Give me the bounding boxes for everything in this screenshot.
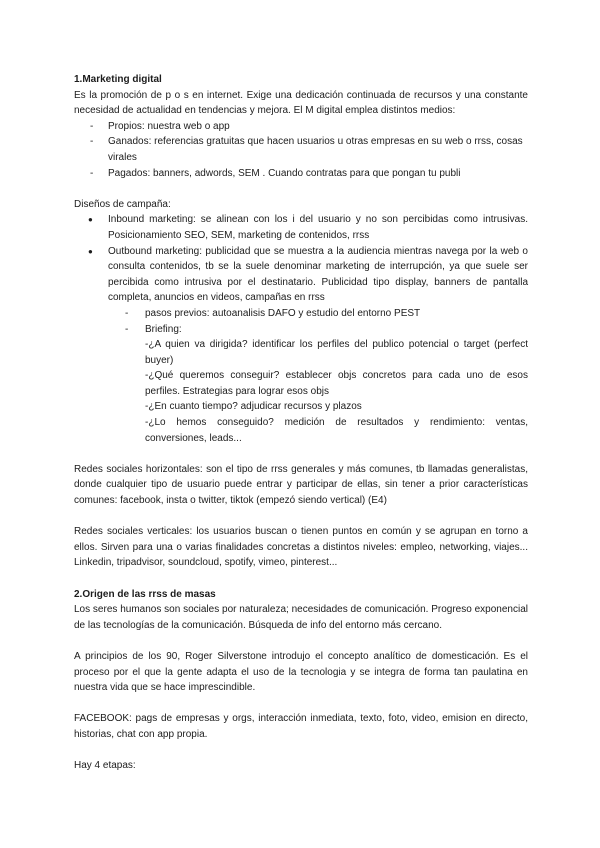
- etapas-paragraph: Hay 4 etapas:: [74, 760, 136, 772]
- section-1-heading: 1.Marketing digital: [74, 74, 162, 85]
- briefing-question: -¿Lo hemos conseguido? medición de resultados y rendimiento: ventas, conversiones, leads...: [145, 417, 528, 444]
- verticales-paragraph: Redes sociales verticales: los usuarios buscan o tienen puntos en común y se agrupan en torno a ellos. Sirven para una o varias finalidades concretas a distintos niveles: empleo, networking, viajes... Linkedin, tripadvisor, soundcloud, spotify, vimeo, pinterest...: [74, 526, 528, 569]
- list-item-pasos: - pasos previos: autoanalisis DAFO y estudio del entorno PEST: [108, 306, 528, 322]
- medios-list: [74, 119, 528, 181]
- list-item-outbound: [74, 244, 528, 306]
- domesticacion-paragraph: A principios de los 90, Roger Silverstone introdujo el concepto analítico de domesticación. Es el proceso por el que la gente adapta el uso de la tecnologia y se integra de forma tan paulatina en nuestra vida que se hace imprescindible.: [74, 650, 528, 694]
- briefing-label: Briefing:: [145, 323, 182, 335]
- briefing-question: -¿En cuanto tiempo? adjudicar recursos y plazos: [145, 401, 362, 413]
- disenos-list: [74, 212, 528, 306]
- briefing-question: -¿Qué queremos conseguir? establecer objs concretos para cada uno de esos perfiles. Estrategias para lograr esos objs: [145, 370, 528, 397]
- outbound-text: Outbound marketing: publicidad que se muestra a la audiencia mientras navega por la web o consulta contenidos, tb se la suele denominar marketing de interrupción, ya que suele ser percibida como intrusiva por el destinatario. Publicidad tipo display, banners de pantalla completa, anuncios en videos, campañas en rrss: [108, 245, 528, 304]
- briefing-question: -¿A quien va dirigida? identificar los perfiles del publico potencial o target (perfect buyer): [145, 339, 528, 366]
- list-item: - Ganados: referencias gratuitas que hacen usuarios u otras empresas en su web o rrss, cosas virales: [74, 134, 528, 165]
- campaign-steps-list: [108, 306, 528, 446]
- list-item-inbound: ● Inbound marketing: se alinean con los i del usuario y no son percibidas como intrusivas. Posicionamiento SEO, SEM, marketing de contenidos, rrss: [74, 212, 528, 243]
- section-2-heading: 2.Origen de las rrss de masas: [74, 588, 216, 600]
- origen-paragraph: Los seres humanos son sociales por naturaleza; necesidades de comunicación. Progreso exponencial de las tecnologías de la comunicación. Búsqueda de info del entorno más cercano.: [74, 604, 528, 631]
- section-1-intro: Es la promoción de p o s en internet. Exige una dedicación continuada de recursos y una constante necesidad de actualidad en tendencias y mejora. El M digital emplea distintos medios:: [74, 89, 528, 117]
- list-item: - Pagados: banners, adwords, SEM . Cuando contratas para que pongan tu publi: [74, 166, 528, 182]
- disenos-heading: Diseños de campaña:: [74, 198, 171, 210]
- list-item-briefing: [108, 322, 528, 447]
- list-item: - Propios: nuestra web o app: [74, 119, 528, 135]
- facebook-paragraph: FACEBOOK: pags de empresas y orgs, interacción inmediata, texto, foto, video, emision en directo, historias, chat con app propia.: [74, 713, 528, 740]
- horizontales-paragraph: Redes sociales horizontales: son el tipo de rrss generales y más comunes, tb llamadas generalistas, donde cualquier tipo de usuario puede entrar y participar de ellas, sin tener a prior características comunes: facebook, insta o twitter, tiktok (empezó siendo vertical) (E4): [74, 463, 528, 507]
